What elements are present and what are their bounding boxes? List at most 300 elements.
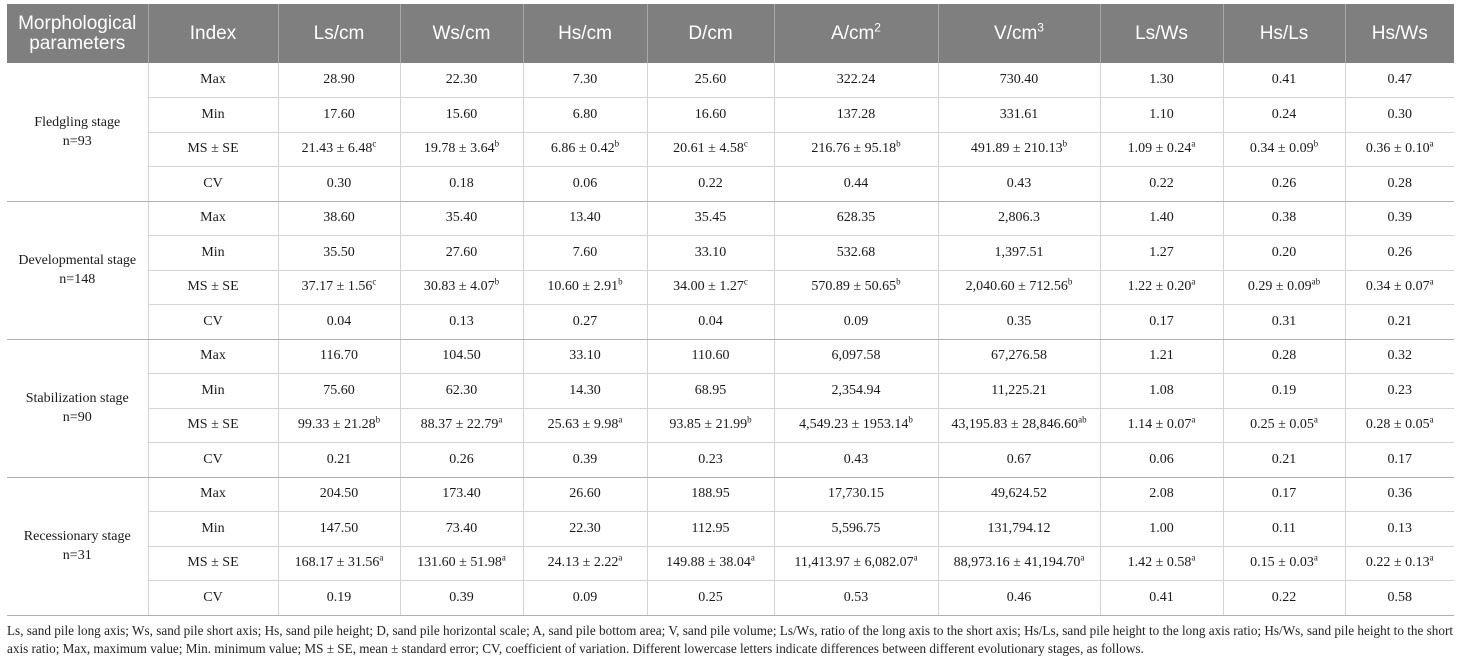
value-cell: [278, 98, 400, 133]
significance-letter: a: [1429, 276, 1434, 287]
cell-value: 0.43: [1006, 175, 1032, 191]
table-footnote: Ls, sand pile long axis; Ws, sand pile short axis; Hs, sand pile height; D, sand pile horizontal scale; A, sand pile bottom area; V, sand pile volume; Ls/Ws, ratio of the long axis to the short axis; Hs/Ls, sand pile height to the long axis ratio; Hs/Ws, sand pile height to the short axis ratio; Max, maximum value; Min. minimum value; MS ± SE, mean ± standard error; CV, coefficient of variation. Different lowercase letters indicate differences between different evolutionary stages, as follows.: [7, 622, 1454, 656]
cell-value: 216.76 ± 95.18: [811, 141, 897, 157]
cell-value: 67,276.58: [991, 348, 1047, 364]
value-cell: [647, 443, 774, 478]
table-row: [7, 167, 1454, 202]
stage-name: Stabilization stage: [25, 391, 129, 406]
index-cell: CV: [148, 581, 278, 616]
table-row: [7, 512, 1454, 547]
index-cell: MS ± SE: [148, 270, 278, 305]
value-cell: [1223, 236, 1345, 271]
cell-value: 1.40: [1149, 210, 1174, 226]
value-cell: [938, 339, 1100, 374]
cell-value: 26.60: [569, 486, 601, 502]
cell-value: 35.50: [323, 244, 355, 260]
value-cell: [647, 167, 774, 202]
morphological-parameters-table: [7, 4, 1454, 616]
cell-value: 0.28: [1271, 348, 1297, 364]
value-cell: [523, 63, 647, 98]
value-cell: [774, 236, 938, 271]
value-cell: [938, 305, 1100, 340]
column-header-label: A/cm: [831, 22, 875, 44]
cell-value: 204.50: [319, 486, 359, 502]
index-cell: Min: [148, 236, 278, 271]
column-header: [647, 4, 774, 63]
value-cell: [647, 374, 774, 409]
significance-letter: b: [1062, 138, 1068, 149]
column-header-label: D/cm: [688, 22, 733, 44]
value-cell: [1100, 339, 1223, 374]
cell-value: 0.17: [1387, 451, 1412, 467]
cell-value: 0.35: [1006, 313, 1032, 329]
cell-value: 0.25: [698, 589, 723, 605]
stage-name: Developmental stage: [18, 253, 137, 268]
value-cell: [774, 270, 938, 305]
value-cell: [938, 167, 1100, 202]
cell-value: 0.21: [1271, 451, 1297, 467]
cell-value: 0.26: [1387, 244, 1412, 260]
value-cell: [1100, 201, 1223, 236]
cell-value: 75.60: [323, 382, 355, 398]
value-cell: [400, 63, 523, 98]
value-cell: [400, 512, 523, 547]
value-cell: [1100, 512, 1223, 547]
cell-value: 0.39: [449, 589, 474, 605]
significance-letter: b: [375, 414, 381, 425]
cell-value: 15.60: [445, 106, 478, 122]
cell-value: 0.20: [1271, 244, 1297, 260]
table-body: [7, 63, 1454, 615]
cell-value: 35.40: [445, 210, 478, 226]
table-row: [7, 305, 1454, 340]
significance-letter: c: [743, 276, 748, 287]
cell-value: 532.68: [836, 244, 876, 260]
value-cell: [938, 374, 1100, 409]
cell-value: 88,973.16 ± 41,194.70: [953, 555, 1081, 571]
cell-value: 0.18: [449, 175, 474, 191]
cell-value: 2,040.60 ± 712.56: [965, 279, 1068, 295]
value-cell: [400, 167, 523, 202]
cell-value: 147.50: [319, 520, 359, 536]
value-cell: [400, 270, 523, 305]
cell-value: 0.06: [572, 175, 598, 191]
cell-value: 0.30: [1387, 106, 1412, 122]
cell-value: 0.46: [1006, 589, 1032, 605]
value-cell: [647, 339, 774, 374]
value-cell: [1223, 132, 1345, 167]
value-cell: [523, 546, 647, 581]
cell-value: 0.09: [572, 589, 598, 605]
value-cell: [774, 581, 938, 616]
value-cell: [647, 512, 774, 547]
value-cell: [400, 581, 523, 616]
significance-letter: b: [896, 276, 901, 287]
significance-letter: b: [494, 276, 500, 287]
value-cell: [774, 443, 938, 478]
value-cell: [400, 339, 523, 374]
cell-value: 0.06: [1149, 451, 1174, 467]
cell-value: 188.95: [691, 486, 730, 502]
value-cell: [278, 167, 400, 202]
cell-value: 0.27: [572, 313, 598, 329]
cell-value: 0.15 ± 0.03: [1250, 555, 1314, 571]
cell-value: 0.23: [698, 451, 723, 467]
value-cell: [1223, 546, 1345, 581]
cell-value: 30.83 ± 4.07: [423, 279, 495, 295]
value-cell: [1345, 305, 1454, 340]
cell-value: 0.34 ± 0.07: [1365, 279, 1430, 295]
cell-value: 0.28: [1387, 175, 1412, 191]
value-cell: [647, 546, 774, 581]
column-header-label: Hs/Ws: [1371, 22, 1428, 44]
value-cell: [1345, 236, 1454, 271]
cell-value: 25.60: [694, 72, 727, 87]
value-cell: [647, 63, 774, 98]
significance-letter: b: [614, 138, 620, 149]
cell-value: 1.00: [1149, 520, 1174, 536]
cell-value: 112.95: [691, 520, 730, 536]
cell-value: 62.30: [445, 382, 478, 398]
value-cell: [1100, 408, 1223, 443]
column-header: [148, 4, 278, 63]
value-cell: [1345, 443, 1454, 478]
significance-letter: c: [372, 138, 377, 149]
cell-value: 13.40: [569, 210, 601, 226]
cell-value: 0.30: [326, 175, 352, 191]
stage-cell: [7, 63, 148, 201]
column-header-label: Hs/cm: [558, 22, 612, 44]
value-cell: [400, 546, 523, 581]
cell-value: 0.25 ± 0.05: [1250, 417, 1314, 433]
value-cell: [278, 305, 400, 340]
value-cell: [523, 236, 647, 271]
column-header: [7, 4, 148, 63]
value-cell: [278, 443, 400, 478]
cell-value: 491.89 ± 210.13: [970, 141, 1063, 157]
column-header-superscript: 3: [1037, 20, 1044, 35]
value-cell: [774, 167, 938, 202]
value-cell: [1100, 443, 1223, 478]
significance-letter: a: [1429, 138, 1434, 149]
cell-value: 6,097.58: [831, 348, 881, 364]
value-cell: [1100, 305, 1223, 340]
value-cell: [938, 443, 1100, 478]
table-row: [7, 581, 1454, 616]
cell-value: 5,596.75: [831, 520, 881, 536]
value-cell: [774, 374, 938, 409]
cell-value: 4,549.23 ± 1953.14: [799, 417, 909, 433]
value-cell: [523, 132, 647, 167]
cell-value: 0.28 ± 0.05: [1365, 417, 1430, 433]
significance-letter: b: [494, 138, 500, 149]
column-header: [1345, 4, 1454, 63]
value-cell: [523, 270, 647, 305]
value-cell: [938, 512, 1100, 547]
value-cell: [1223, 443, 1345, 478]
value-cell: [523, 581, 647, 616]
cell-value: 0.24: [1271, 106, 1297, 122]
index-cell: Min: [148, 374, 278, 409]
value-cell: [647, 132, 774, 167]
table-row: [7, 63, 1454, 98]
significance-letter: a: [1191, 138, 1196, 149]
value-cell: [647, 236, 774, 271]
cell-value: 0.41: [1271, 72, 1297, 87]
value-cell: [1100, 546, 1223, 581]
index-cell: Max: [148, 201, 278, 236]
value-cell: [400, 477, 523, 512]
value-cell: [278, 236, 400, 271]
cell-value: 16.60: [694, 106, 727, 122]
index-cell: MS ± SE: [148, 408, 278, 443]
cell-value: 35.45: [694, 210, 727, 226]
cell-value: 33.10: [694, 244, 727, 260]
value-cell: [647, 201, 774, 236]
table-row: [7, 443, 1454, 478]
value-cell: [1345, 408, 1454, 443]
significance-letter: a: [913, 552, 918, 563]
cell-value: 0.26: [449, 451, 474, 467]
cell-value: 0.04: [326, 313, 352, 329]
significance-letter: a: [1313, 414, 1318, 425]
cell-value: 0.13: [1387, 520, 1412, 536]
index-cell: Max: [148, 63, 278, 98]
table-row: [7, 270, 1454, 305]
value-cell: [774, 408, 938, 443]
stage-sample-size: n=90: [62, 410, 92, 425]
cell-value: 0.36: [1387, 486, 1412, 502]
value-cell: [278, 512, 400, 547]
value-cell: [1100, 581, 1223, 616]
cell-value: 73.40: [445, 520, 478, 536]
cell-value: 0.22: [698, 175, 723, 191]
cell-value: 20.61 ± 4.58: [673, 141, 744, 157]
value-cell: [938, 546, 1100, 581]
cell-value: 37.17 ± 1.56: [301, 279, 373, 295]
significance-letter: b: [1313, 138, 1319, 149]
value-cell: [774, 132, 938, 167]
cell-value: 11,413.97 ± 6,082.07: [794, 555, 914, 571]
value-cell: [938, 477, 1100, 512]
index-cell: Max: [148, 477, 278, 512]
cell-value: 0.47: [1387, 72, 1412, 87]
cell-value: 1.21: [1149, 348, 1174, 364]
significance-letter: c: [743, 138, 748, 149]
index-cell: Min: [148, 512, 278, 547]
table-row: [7, 339, 1454, 374]
value-cell: [1345, 512, 1454, 547]
cell-value: 99.33 ± 21.28: [297, 417, 376, 433]
significance-letter: c: [372, 276, 377, 287]
cell-value: 0.58: [1387, 589, 1412, 605]
table-row: [7, 374, 1454, 409]
cell-value: 0.38: [1271, 210, 1297, 226]
value-cell: [1100, 98, 1223, 133]
cell-value: 28.90: [323, 72, 355, 87]
cell-value: 68.95: [694, 382, 727, 398]
significance-letter: a: [1191, 276, 1196, 287]
value-cell: [1223, 201, 1345, 236]
value-cell: [774, 512, 938, 547]
cell-value: 6.80: [572, 106, 598, 122]
cell-value: 0.26: [1271, 175, 1297, 191]
cell-value: 17.60: [323, 106, 355, 122]
stage-name: Recessionary stage: [23, 529, 131, 544]
value-cell: [1345, 201, 1454, 236]
column-header: [523, 4, 647, 63]
cell-value: 1.14 ± 0.07: [1127, 417, 1192, 433]
column-header: [938, 4, 1100, 63]
significance-letter: b: [896, 138, 901, 149]
cell-value: 0.43: [843, 451, 869, 467]
cell-value: 730.40: [999, 72, 1039, 87]
index-cell: Max: [148, 339, 278, 374]
significance-letter: a: [1313, 552, 1318, 563]
value-cell: [647, 270, 774, 305]
cell-value: 19.78 ± 3.64: [423, 141, 495, 157]
value-cell: [523, 98, 647, 133]
table-row: [7, 98, 1454, 133]
cell-value: 17,730.15: [828, 486, 884, 502]
value-cell: [938, 63, 1100, 98]
cell-value: 0.22: [1271, 589, 1297, 605]
value-cell: [278, 339, 400, 374]
cell-value: 22.30: [445, 72, 478, 87]
cell-value: 0.17: [1149, 313, 1174, 329]
value-cell: [1100, 132, 1223, 167]
value-cell: [1223, 167, 1345, 202]
value-cell: [278, 581, 400, 616]
cell-value: 21.43 ± 6.48: [301, 141, 373, 157]
cell-value: 10.60 ± 2.91: [547, 279, 619, 295]
table-row: [7, 408, 1454, 443]
value-cell: [774, 63, 938, 98]
value-cell: [647, 408, 774, 443]
value-cell: [523, 374, 647, 409]
value-cell: [774, 98, 938, 133]
value-cell: [400, 98, 523, 133]
column-header-label: Morphological parameters: [18, 12, 137, 54]
value-cell: [278, 63, 400, 98]
index-cell: MS ± SE: [148, 546, 278, 581]
value-cell: [647, 98, 774, 133]
value-cell: [400, 132, 523, 167]
cell-value: 322.24: [836, 72, 876, 87]
cell-value: 1.27: [1149, 244, 1174, 260]
value-cell: [400, 236, 523, 271]
column-header-label: Ws/cm: [432, 22, 491, 44]
value-cell: [523, 201, 647, 236]
value-cell: [1345, 270, 1454, 305]
index-cell: Min: [148, 98, 278, 133]
significance-letter: b: [1067, 276, 1073, 287]
value-cell: [278, 546, 400, 581]
value-cell: [1345, 98, 1454, 133]
table-row: [7, 236, 1454, 271]
value-cell: [774, 477, 938, 512]
cell-value: 0.36 ± 0.10: [1365, 141, 1430, 157]
value-cell: [1223, 305, 1345, 340]
cell-value: 34.00 ± 1.27: [673, 279, 744, 295]
table-row: [7, 132, 1454, 167]
value-cell: [774, 201, 938, 236]
cell-value: 1.08: [1149, 382, 1174, 398]
cell-value: 93.85 ± 21.99: [669, 417, 748, 433]
value-cell: [774, 546, 938, 581]
value-cell: [523, 167, 647, 202]
stage-cell: [7, 477, 148, 615]
value-cell: [1223, 374, 1345, 409]
value-cell: [400, 201, 523, 236]
significance-letter: a: [501, 552, 506, 563]
column-header-label: Ls/cm: [313, 22, 365, 44]
cell-value: 24.13 ± 2.22: [547, 555, 619, 571]
cell-value: 0.41: [1149, 589, 1174, 605]
significance-letter: ab: [1078, 414, 1087, 425]
stage-cell: [7, 339, 148, 477]
value-cell: [1100, 236, 1223, 271]
value-cell: [1223, 339, 1345, 374]
cell-value: 1.09 ± 0.24: [1127, 141, 1192, 157]
index-cell: CV: [148, 443, 278, 478]
cell-value: 0.29 ± 0.09: [1247, 279, 1312, 295]
column-header-label: Hs/Ls: [1259, 22, 1309, 44]
cell-value: 2,806.3: [998, 210, 1040, 226]
cell-value: 0.39: [1387, 210, 1412, 226]
table-container: [7, 4, 1454, 658]
cell-value: 0.44: [843, 175, 869, 191]
cell-value: 0.21: [326, 451, 352, 467]
cell-value: 104.50: [442, 348, 481, 364]
value-cell: [1100, 270, 1223, 305]
cell-value: 137.28: [836, 106, 876, 122]
value-cell: [400, 443, 523, 478]
significance-letter: a: [750, 552, 755, 563]
value-cell: [523, 477, 647, 512]
cell-value: 0.13: [449, 313, 474, 329]
cell-value: 628.35: [836, 210, 876, 226]
value-cell: [523, 512, 647, 547]
cell-value: 131.60 ± 51.98: [417, 555, 502, 571]
value-cell: [938, 132, 1100, 167]
significance-letter: a: [1191, 414, 1196, 425]
significance-letter: a: [618, 552, 623, 563]
significance-letter: a: [1191, 552, 1196, 563]
cell-value: 0.19: [1271, 382, 1297, 398]
cell-value: 570.89 ± 50.65: [811, 279, 897, 295]
cell-value: 331.61: [999, 106, 1039, 122]
value-cell: [400, 374, 523, 409]
value-cell: [1345, 167, 1454, 202]
cell-value: 0.32: [1387, 348, 1412, 364]
stage-sample-size: n=93: [62, 133, 92, 149]
cell-value: 0.22 ± 0.13: [1365, 555, 1430, 571]
cell-value: 7.30: [572, 72, 598, 87]
value-cell: [400, 408, 523, 443]
value-cell: [938, 201, 1100, 236]
value-cell: [1223, 98, 1345, 133]
value-cell: [1223, 408, 1345, 443]
value-cell: [278, 374, 400, 409]
value-cell: [938, 408, 1100, 443]
cell-value: 0.21: [1387, 313, 1412, 329]
value-cell: [1223, 581, 1345, 616]
value-cell: [938, 270, 1100, 305]
cell-value: 131,794.12: [987, 520, 1051, 536]
value-cell: [1345, 339, 1454, 374]
cell-value: 25.63 ± 9.98: [547, 417, 619, 433]
